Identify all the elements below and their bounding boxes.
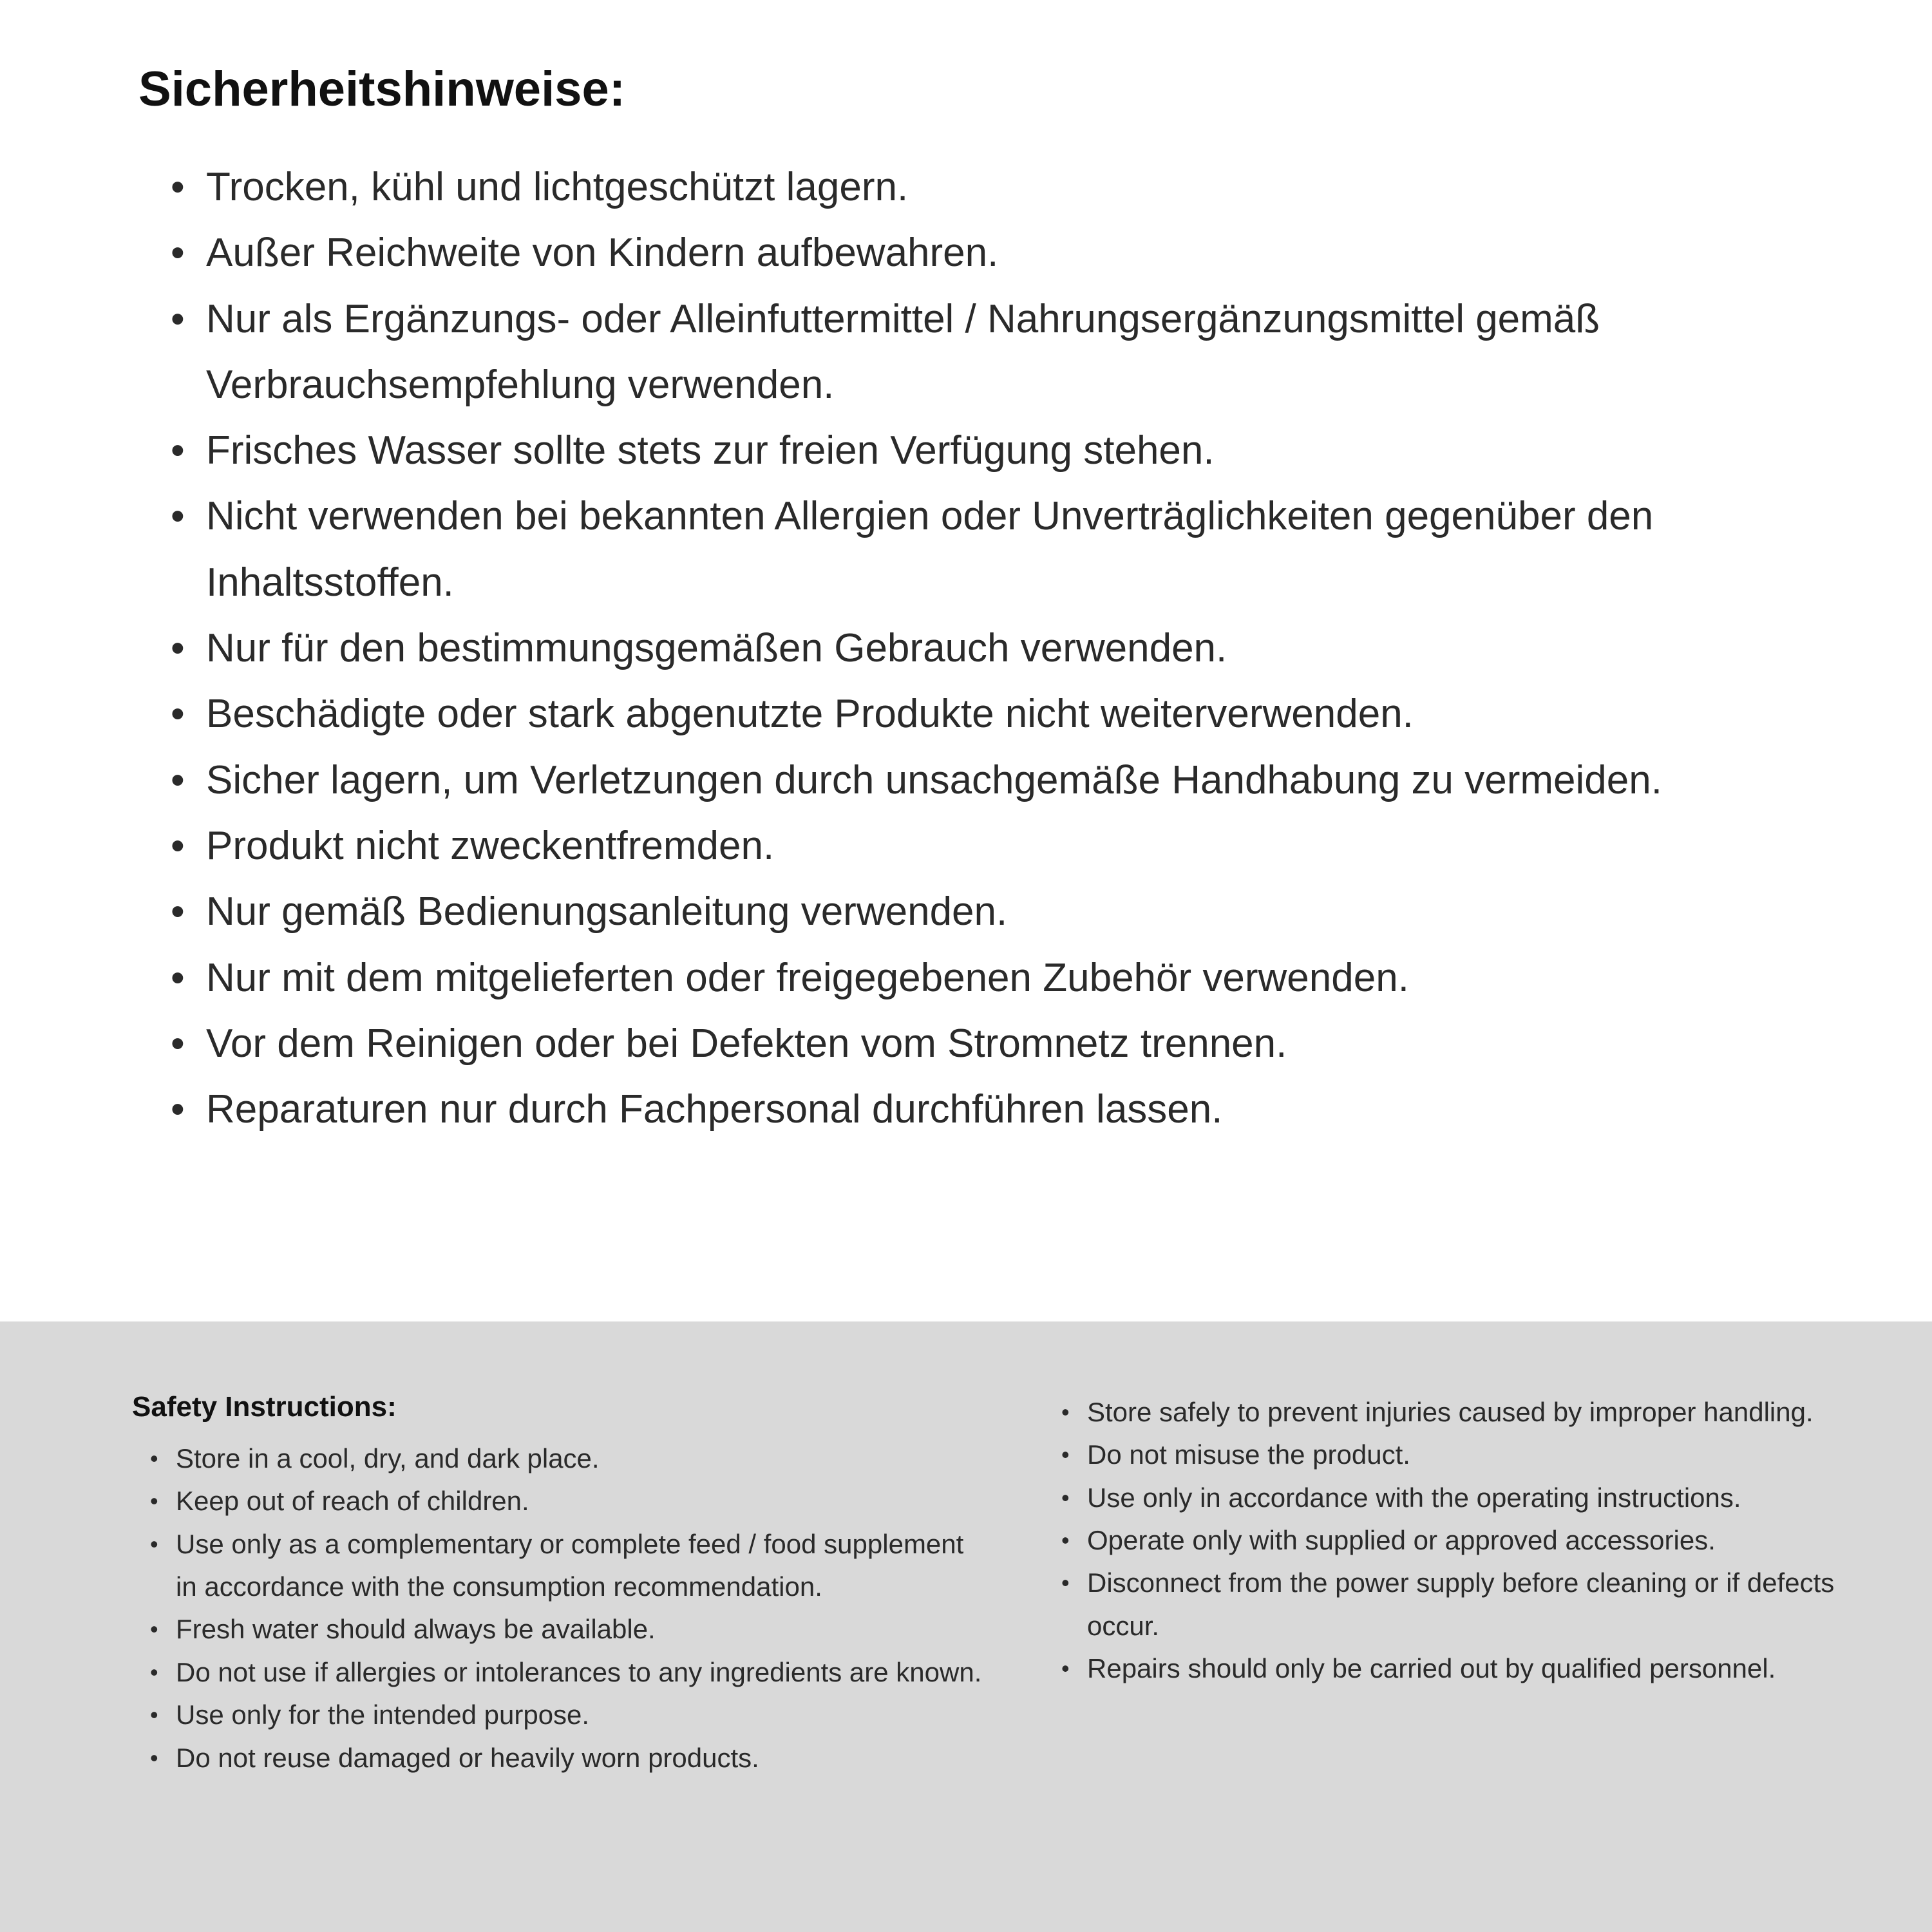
list-item: • Disconnect from the power supply before cleaning or if defects occur. (1043, 1562, 1893, 1647)
german-section-title: Sicherheitshinweise: (138, 62, 626, 117)
english-safety-section (0, 1321, 1932, 1932)
english-left-column (132, 1391, 982, 1779)
list-item: • Keep out of reach of children. (132, 1480, 982, 1522)
english-safety-list-right (1043, 1391, 1893, 1690)
list-item: • Nur mit dem mitgelieferten oder freigegebenen Zubehör verwenden. (138, 945, 1697, 1011)
english-right-column (1043, 1391, 1893, 1690)
list-item: • Do not reuse damaged or heavily worn products. (132, 1737, 982, 1779)
list-item: • Use only in accordance with the operating instructions. (1043, 1477, 1893, 1519)
english-columns (132, 1391, 1835, 1779)
list-item: • Operate only with supplied or approved accessories. (1043, 1519, 1893, 1562)
list-item: • Beschädigte oder stark abgenutzte Produkte nicht weiterverwenden. (138, 681, 1697, 747)
list-item: • Use only as a complementary or complete feed / food supplement in accordance with the consumption recommendation. (132, 1523, 982, 1609)
list-item: • Fresh water should always be available. (132, 1608, 982, 1651)
list-item: • Nicht verwenden bei bekannten Allergien oder Unverträglichkeiten gegenüber den Inhaltsstoffen. (138, 484, 1697, 616)
list-item: • Do not use if allergies or intolerances to any ingredients are known. (132, 1651, 982, 1694)
german-safety-list (138, 155, 1697, 1142)
list-item: • Nur als Ergänzungs- oder Alleinfuttermittel / Nahrungsergänzungsmittel gemäß Verbrauchsempfehlung verwenden. (138, 287, 1697, 419)
english-section-title: Safety Instructions: (132, 1391, 397, 1423)
list-item: • Sicher lagern, um Verletzungen durch unsachgemäße Handhabung zu vermeiden. (138, 748, 1697, 813)
list-item: • Trocken, kühl und lichtgeschützt lagern. (138, 155, 1697, 220)
list-item: • Do not misuse the product. (1043, 1434, 1893, 1476)
list-item: • Use only for the intended purpose. (132, 1694, 982, 1736)
list-item: • Frisches Wasser sollte stets zur freien Verfügung stehen. (138, 418, 1697, 484)
list-item: • Außer Reichweite von Kindern aufbewahren. (138, 220, 1697, 286)
list-item: • Produkt nicht zweckentfremden. (138, 813, 1697, 879)
list-item: • Store in a cool, dry, and dark place. (132, 1437, 982, 1480)
list-item: • Reparaturen nur durch Fachpersonal durchführen lassen. (138, 1077, 1697, 1142)
list-item: • Repairs should only be carried out by qualified personnel. (1043, 1647, 1893, 1690)
list-item: • Nur für den bestimmungsgemäßen Gebrauch verwenden. (138, 616, 1697, 681)
list-item: • Nur gemäß Bedienungsanleitung verwenden. (138, 879, 1697, 945)
english-safety-list-left (132, 1437, 982, 1779)
list-item: • Vor dem Reinigen oder bei Defekten vom Stromnetz trennen. (138, 1011, 1697, 1077)
list-item: • Store safely to prevent injuries caused by improper handling. (1043, 1391, 1893, 1434)
